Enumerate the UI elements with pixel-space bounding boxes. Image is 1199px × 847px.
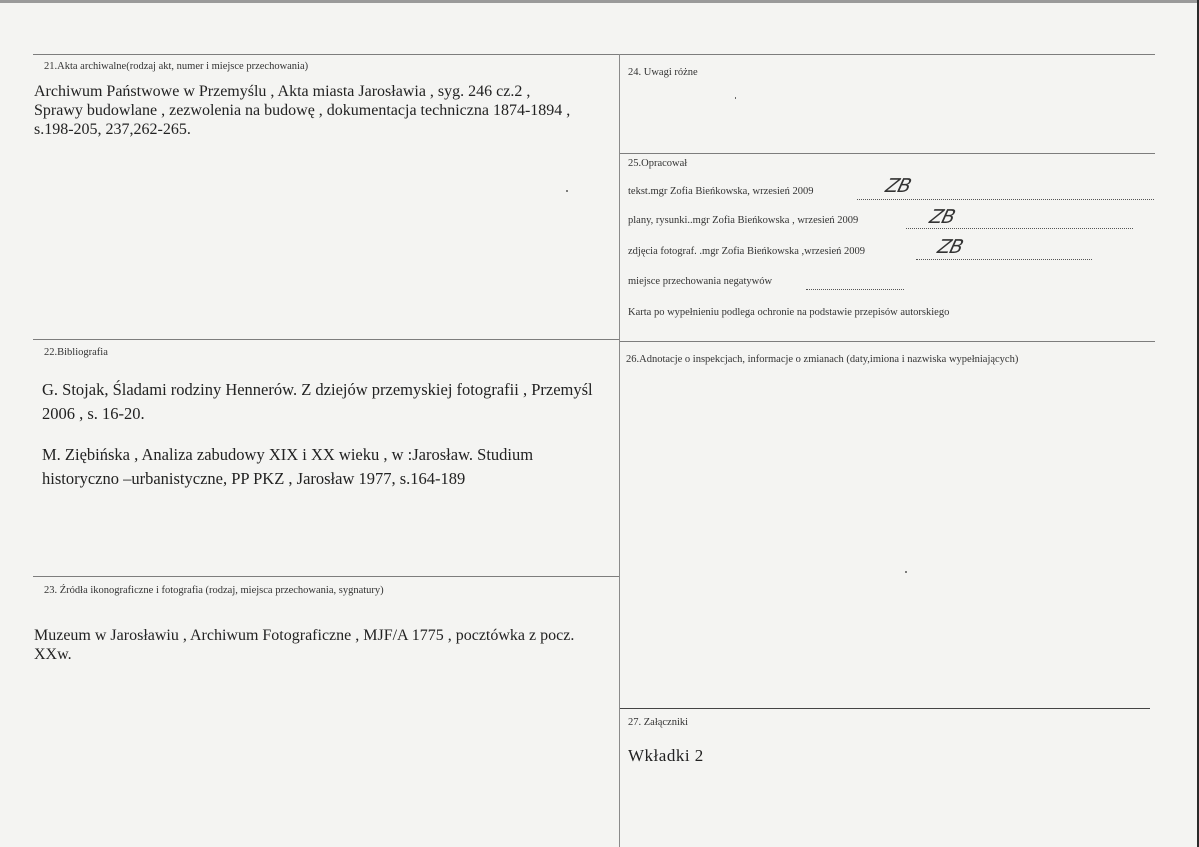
author-photos-row: zdjęcia fotograf. .mgr Zofia Bieńkowska ,wrzesień 2009 (628, 246, 866, 257)
scan-top-edge (0, 0, 1199, 3)
section-21-line: s.198-205, 237,262-265. (34, 121, 191, 138)
dotted-fill (906, 228, 1133, 229)
scan-speck (735, 97, 736, 99)
bibliography-line: M. Ziębińska , Analiza zabudowy XIX i XX wieku , w :Jarosław. Studium (42, 445, 534, 464)
bibliography-line: historyczno –urbanistyczne, PP PKZ , Jarosław 1977, s.164-189 (42, 469, 466, 488)
section-23-line: Muzeum w Jarosławiu , Archiwum Fotograficzne , MJF/A 1775 , pocztówka z pocz. (34, 627, 575, 644)
bibliography-line: G. Stojak, Śladami rodziny Hennerów. Z dziejów przemyskiej fotografii , Przemyśl (42, 380, 593, 399)
dotted-fill (857, 199, 1154, 200)
rule-26-27 (620, 708, 1150, 709)
rule-22-23 (33, 576, 619, 577)
section-23-label: 23. Źródła ikonograficzne i fotografia (rodzaj, miejsca przechowania, sygnatury) (44, 585, 384, 596)
signature-photos: ZB (935, 236, 965, 258)
top-rule (33, 54, 1155, 55)
section-21-label: 21.Akta archiwalne(rodzaj akt, numer i miejsce przechowania) (44, 61, 309, 72)
author-text-row: tekst.mgr Zofia Bieńkowska, wrzesień 2009 (628, 186, 814, 197)
section-26-label: 26.Adnotacje o inspekcjach, informacje o zmianach (daty,imiona i nazwiska wypełniających) (626, 354, 1019, 365)
negatives-storage-row: miejsce przechowania negatywów (628, 276, 773, 287)
bibliography-entry (42, 378, 617, 426)
center-divider (619, 54, 620, 847)
attachments-value: Wkładki 2 (628, 746, 704, 765)
copyright-note: Karta po wypełnieniu podlega ochronie na podstawie przepisów autorskiego (628, 307, 950, 318)
dotted-fill (916, 259, 1092, 260)
section-25-label: 25.Opracował (628, 158, 688, 169)
author-plans-row: plany, rysunki..mgr Zofia Bieńkowska , wrzesień 2009 (628, 215, 859, 226)
signature-plans: ZB (927, 206, 957, 228)
section-27-label: 27. Załączniki (628, 717, 689, 728)
section-21-text (34, 82, 614, 139)
rule-21-22 (33, 339, 619, 340)
scan-speck (566, 190, 568, 192)
signature-text: ZB (883, 175, 913, 197)
section-21-line: Archiwum Państwowe w Przemyślu , Akta miasta Jarosławia , syg. 246 cz.2 , (34, 83, 531, 100)
bibliography-entry (42, 443, 617, 491)
scan-speck (905, 571, 907, 573)
bibliography-line: 2006 , s. 16-20. (42, 404, 145, 423)
dotted-fill (806, 289, 904, 290)
rule-25-26 (620, 341, 1155, 342)
section-23-line: XXw. (34, 646, 72, 663)
section-23-text (34, 626, 618, 664)
section-22-label: 22.Bibliografia (44, 347, 108, 358)
section-24-label: 24. Uwagi różne (628, 67, 698, 78)
section-21-line: Sprawy budowlane , zezwolenia na budowę , dokumentacja techniczna 1874-1894 , (34, 102, 571, 119)
rule-24-25 (620, 153, 1155, 154)
